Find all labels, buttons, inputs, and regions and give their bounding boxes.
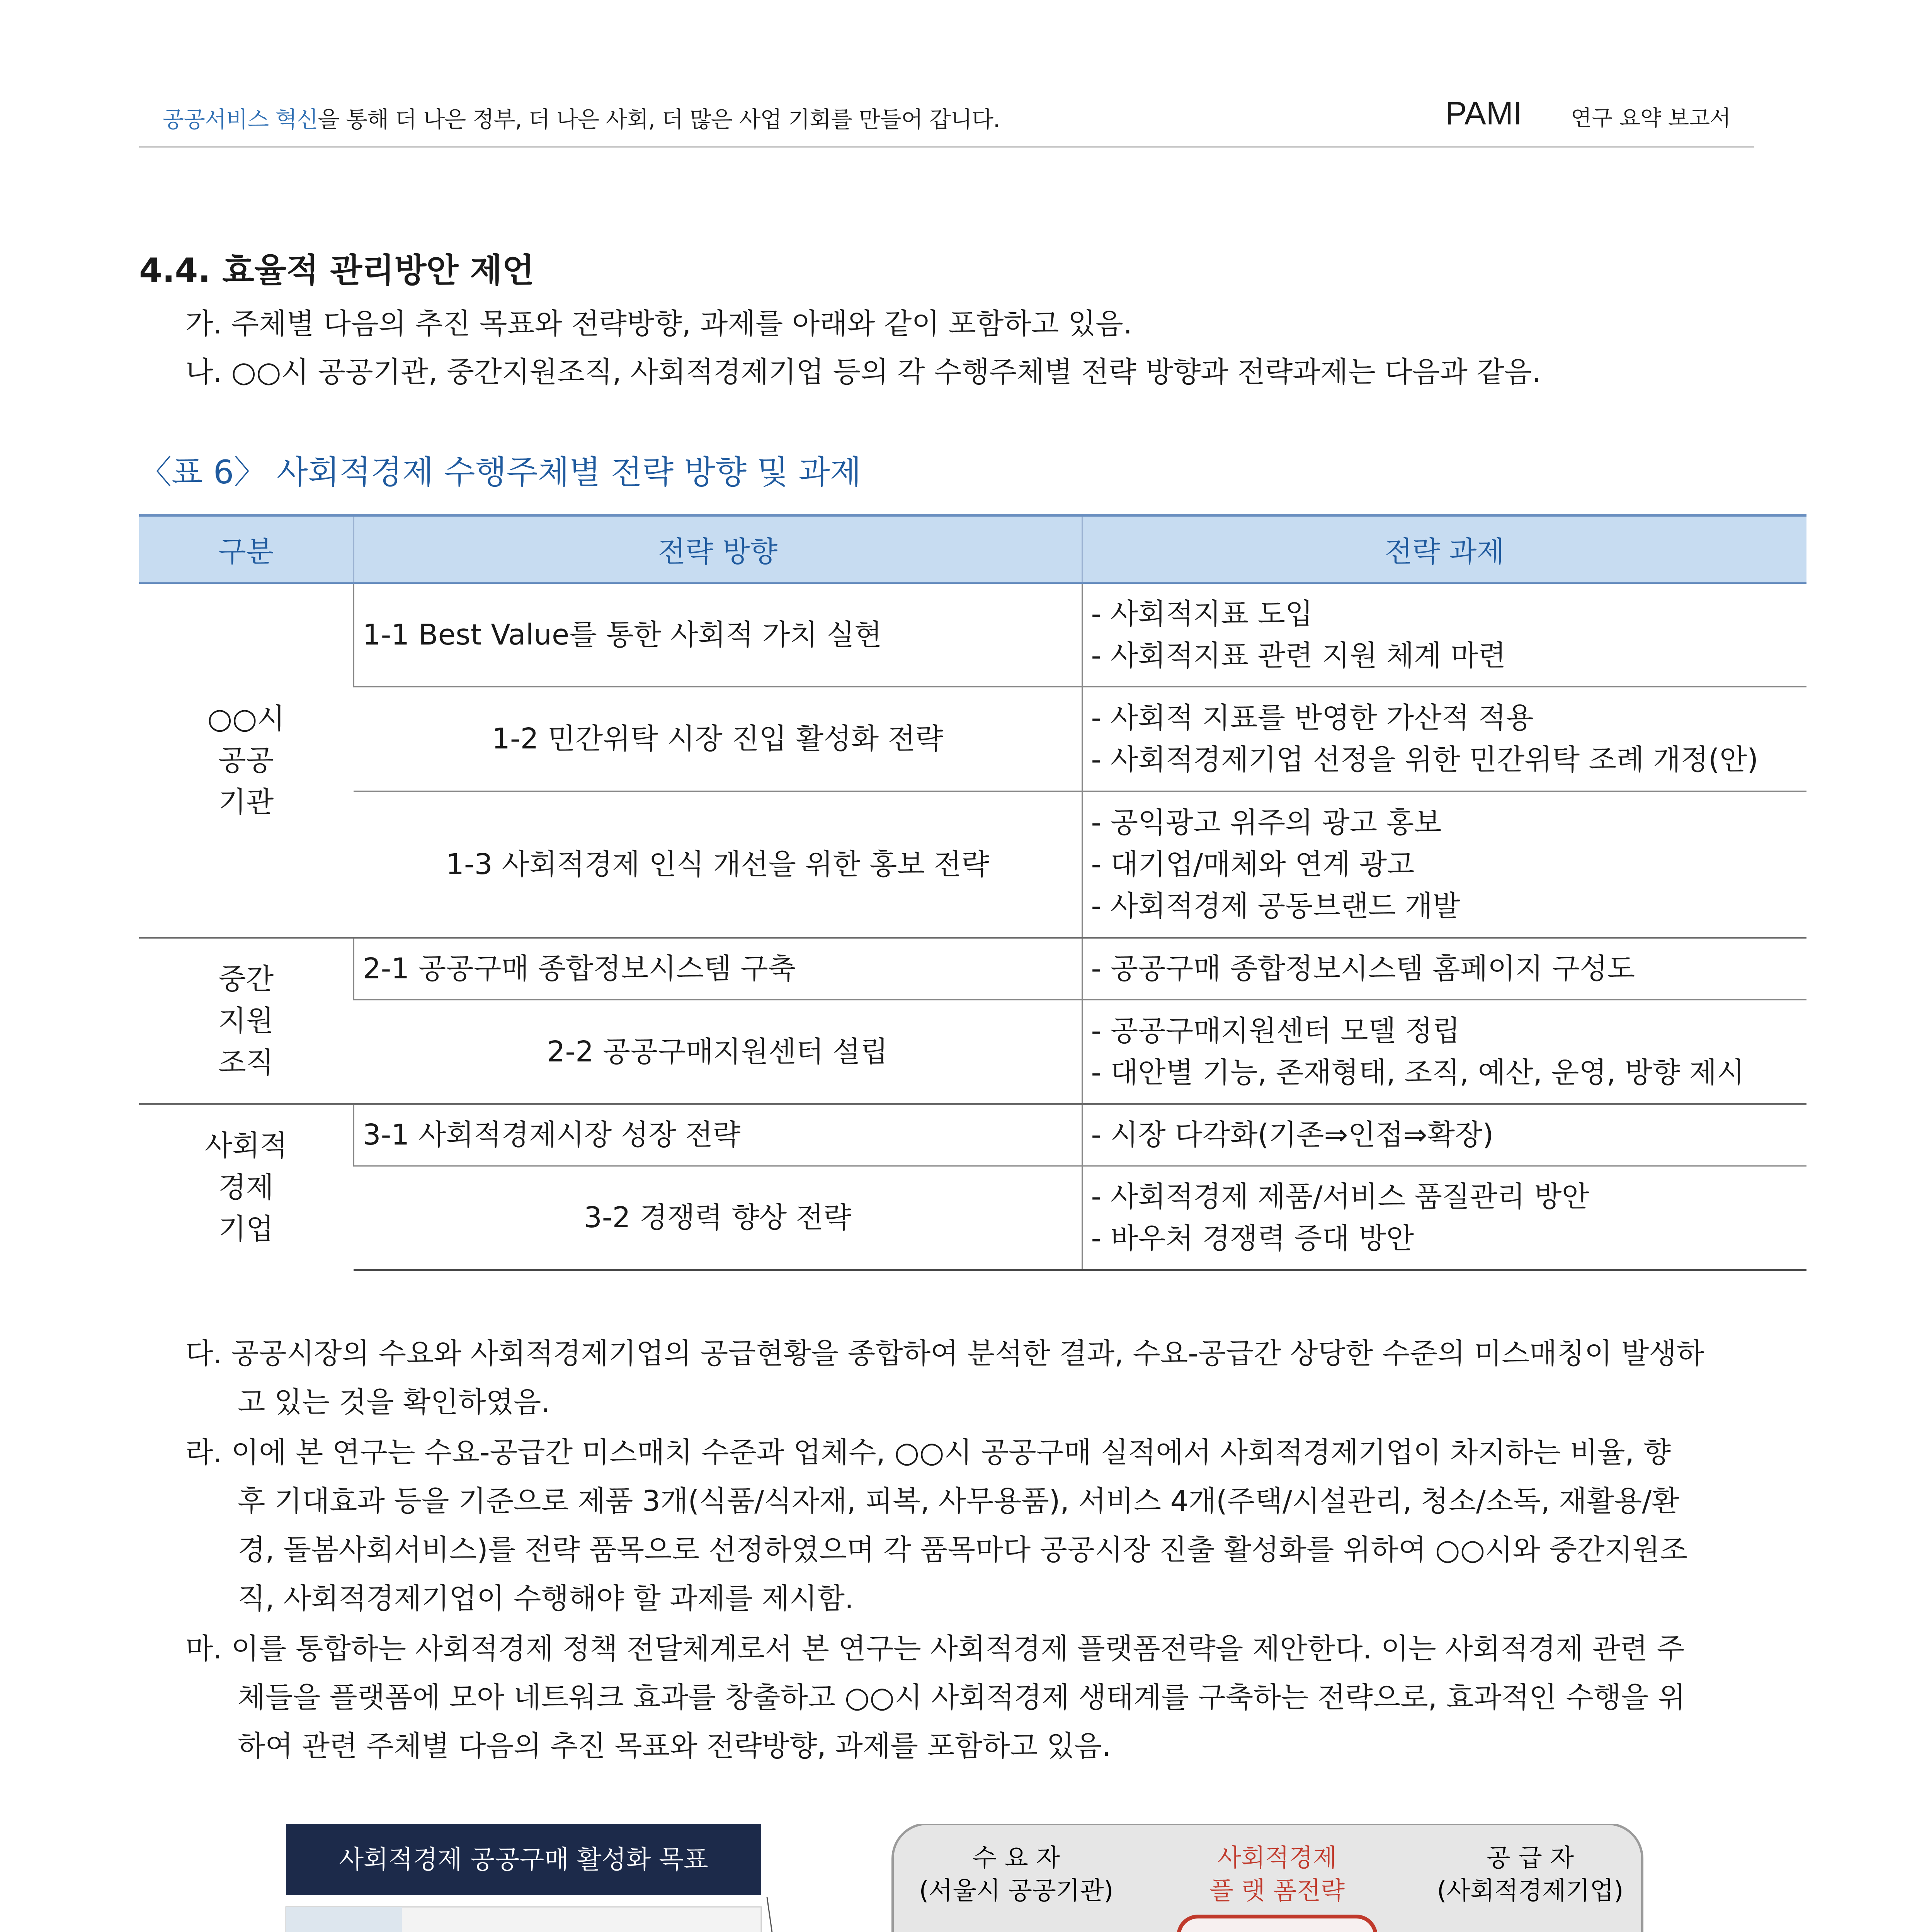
header-direction: 전략 방향 (354, 515, 1082, 583)
header-tasks: 전략 과제 (1082, 515, 1806, 583)
bracket (767, 1897, 794, 1932)
paragraph-ra: 라. 이에 본 연구는 수요-공급간 미스매치 수준과 업체수, ○○시 공공구매 실적에서 사회적경제기업이 차지하는 비율, 향 후 기대효과 등을 기준으로 제품 3개(식품/식자재, 피복, 사무용품), 서비스 4개(주택/시설관리, 청소/소독, 재활용/환 경, 돌봄사회서비스)를 전략 품목으로 선정하였으며 각 품목마다 공공시장 진출 활성화를 위하여 ○○시와 중간지원조 직, 사회적경제기업이 수행해야 할 과제를 제시함. (185, 1436, 1688, 1615)
direction-cell: 1-3 사회적경제 인식 개선을 위한 홍보 전략 (354, 791, 1082, 938)
table-row (139, 687, 1806, 791)
svg-text:(서울시 공공기관): (서울시 공공기관) (919, 1877, 1114, 1905)
platform-strategy-figure (282, 1824, 1646, 1932)
header-slogan: 공공서비스 혁신을 통해 더 나은 정부, 더 나은 사회, 더 많은 사업 기회를 만들어 갑니다. (162, 106, 1000, 133)
svg-text:공 급 자: 공 급 자 (1486, 1844, 1574, 1872)
table-row (139, 938, 1806, 1000)
paragraph-ma: 마. 이를 통합하는 사회적경제 정책 전달체계로서 본 연구는 사회적경제 플랫폼전략을 제안한다. 이는 사회적경제 관련 주 체들을 플랫폼에 모아 네트워크 효과를 창출하고 ○○시 사회적경제 생태계를 구축하는 전략으로, 효과적인 수행을 위 하여 관련 주체별 다음의 추진 목표와 전략방향, 과제를 포함하고 있음. (185, 1632, 1686, 1763)
tasks-cell: - 공공구매 종합정보시스템 홈페이지 구성도 (1082, 938, 1806, 1000)
header-category: 구분 (139, 515, 354, 583)
direction-cell: 3-1 사회적경제시장 성장 전략 (354, 1104, 1082, 1166)
svg-text:사회적경제: 사회적경제 (1217, 1844, 1337, 1872)
svg-text:(사회적경제기업): (사회적경제기업) (1437, 1877, 1624, 1905)
strategy-table (139, 514, 1806, 1271)
paragraph-ga: 가. 주체별 다음의 추진 목표와 전략방향, 과제를 아래와 같이 포함하고 있음. (185, 307, 1133, 340)
group-name-enterprise: 사회적 경제 기업 (139, 1104, 354, 1270)
tasks-cell: - 사회적지표 도입 - 사회적지표 관련 지원 체계 마련 (1082, 583, 1806, 687)
group-name-public: ○○시 공공 기관 (139, 583, 354, 938)
header-divider (139, 146, 1754, 148)
tasks-cell: - 사회적경제 제품/서비스 품질관리 방안 - 바우처 경쟁력 증대 방안 (1082, 1166, 1806, 1270)
tasks-cell: - 시장 다각화(기존⇒인접⇒확장) (1082, 1104, 1806, 1166)
direction-cell: 3-2 경쟁력 향상 전략 (354, 1166, 1082, 1270)
tasks-cell: - 공익광고 위주의 광고 홍보 - 대기업/매체와 연계 광고 - 사회적경제 공동브랜드 개발 (1082, 791, 1806, 938)
header-doc-type: 연구 요약 보고서 (1571, 106, 1731, 131)
goal-panel (286, 1824, 761, 1932)
table-caption: 〈표 6〉 사회적경제 수행주체별 전략 방향 및 과제 (139, 453, 861, 491)
svg-text:플 랫 폼전략: 플 랫 폼전략 (1209, 1877, 1345, 1905)
direction-cell: 1-2 민간위탁 시장 진입 활성화 전략 (354, 687, 1082, 791)
tasks-cell: - 공공구매지원센터 모델 정립 - 대안별 기능, 존재형태, 조직, 예산, 운영, 방향 제시 (1082, 1000, 1806, 1104)
table-row (139, 583, 1806, 687)
direction-cell: 2-2 공공구매지원센터 설립 (354, 1000, 1082, 1104)
direction-cell: 1-1 Best Value를 통한 사회적 가치 실현 (354, 583, 1082, 687)
section-title: 4.4. 효율적 관리방안 제언 (139, 251, 534, 290)
table-row (139, 1000, 1806, 1104)
svg-text:수 요 자: 수 요 자 (972, 1844, 1060, 1872)
tasks-cell: - 사회적 지표를 반영한 가산적 적용 - 사회적경제기업 선정을 위한 민간위탁 조례 개정(안) (1082, 687, 1806, 791)
table-row (139, 791, 1806, 938)
table-row (139, 1104, 1806, 1166)
paragraph-na: 나. ○○시 공공기관, 중간지원조직, 사회적경제기업 등의 각 수행주체별 전략 방향과 전략과제는 다음과 같음. (185, 355, 1541, 389)
table-header-row (139, 515, 1806, 583)
direction-cell: 2-1 공공구매 종합정보시스템 구축 (354, 938, 1082, 1000)
header-brand: PAMI (1445, 95, 1522, 131)
goal-title: 사회적경제 공공구매 활성화 목표 (339, 1845, 708, 1874)
paragraph-da: 다. 공공시장의 수요와 사회적경제기업의 공급현황을 종합하여 분석한 결과, 수요-공급간 상당한 수준의 미스매칭이 발생하 고 있는 것을 확인하였음. (185, 1337, 1704, 1419)
platform-column (1179, 1917, 1376, 1932)
group-name-intermediate: 중간 지원 조직 (139, 938, 354, 1104)
table-row (139, 1166, 1806, 1270)
